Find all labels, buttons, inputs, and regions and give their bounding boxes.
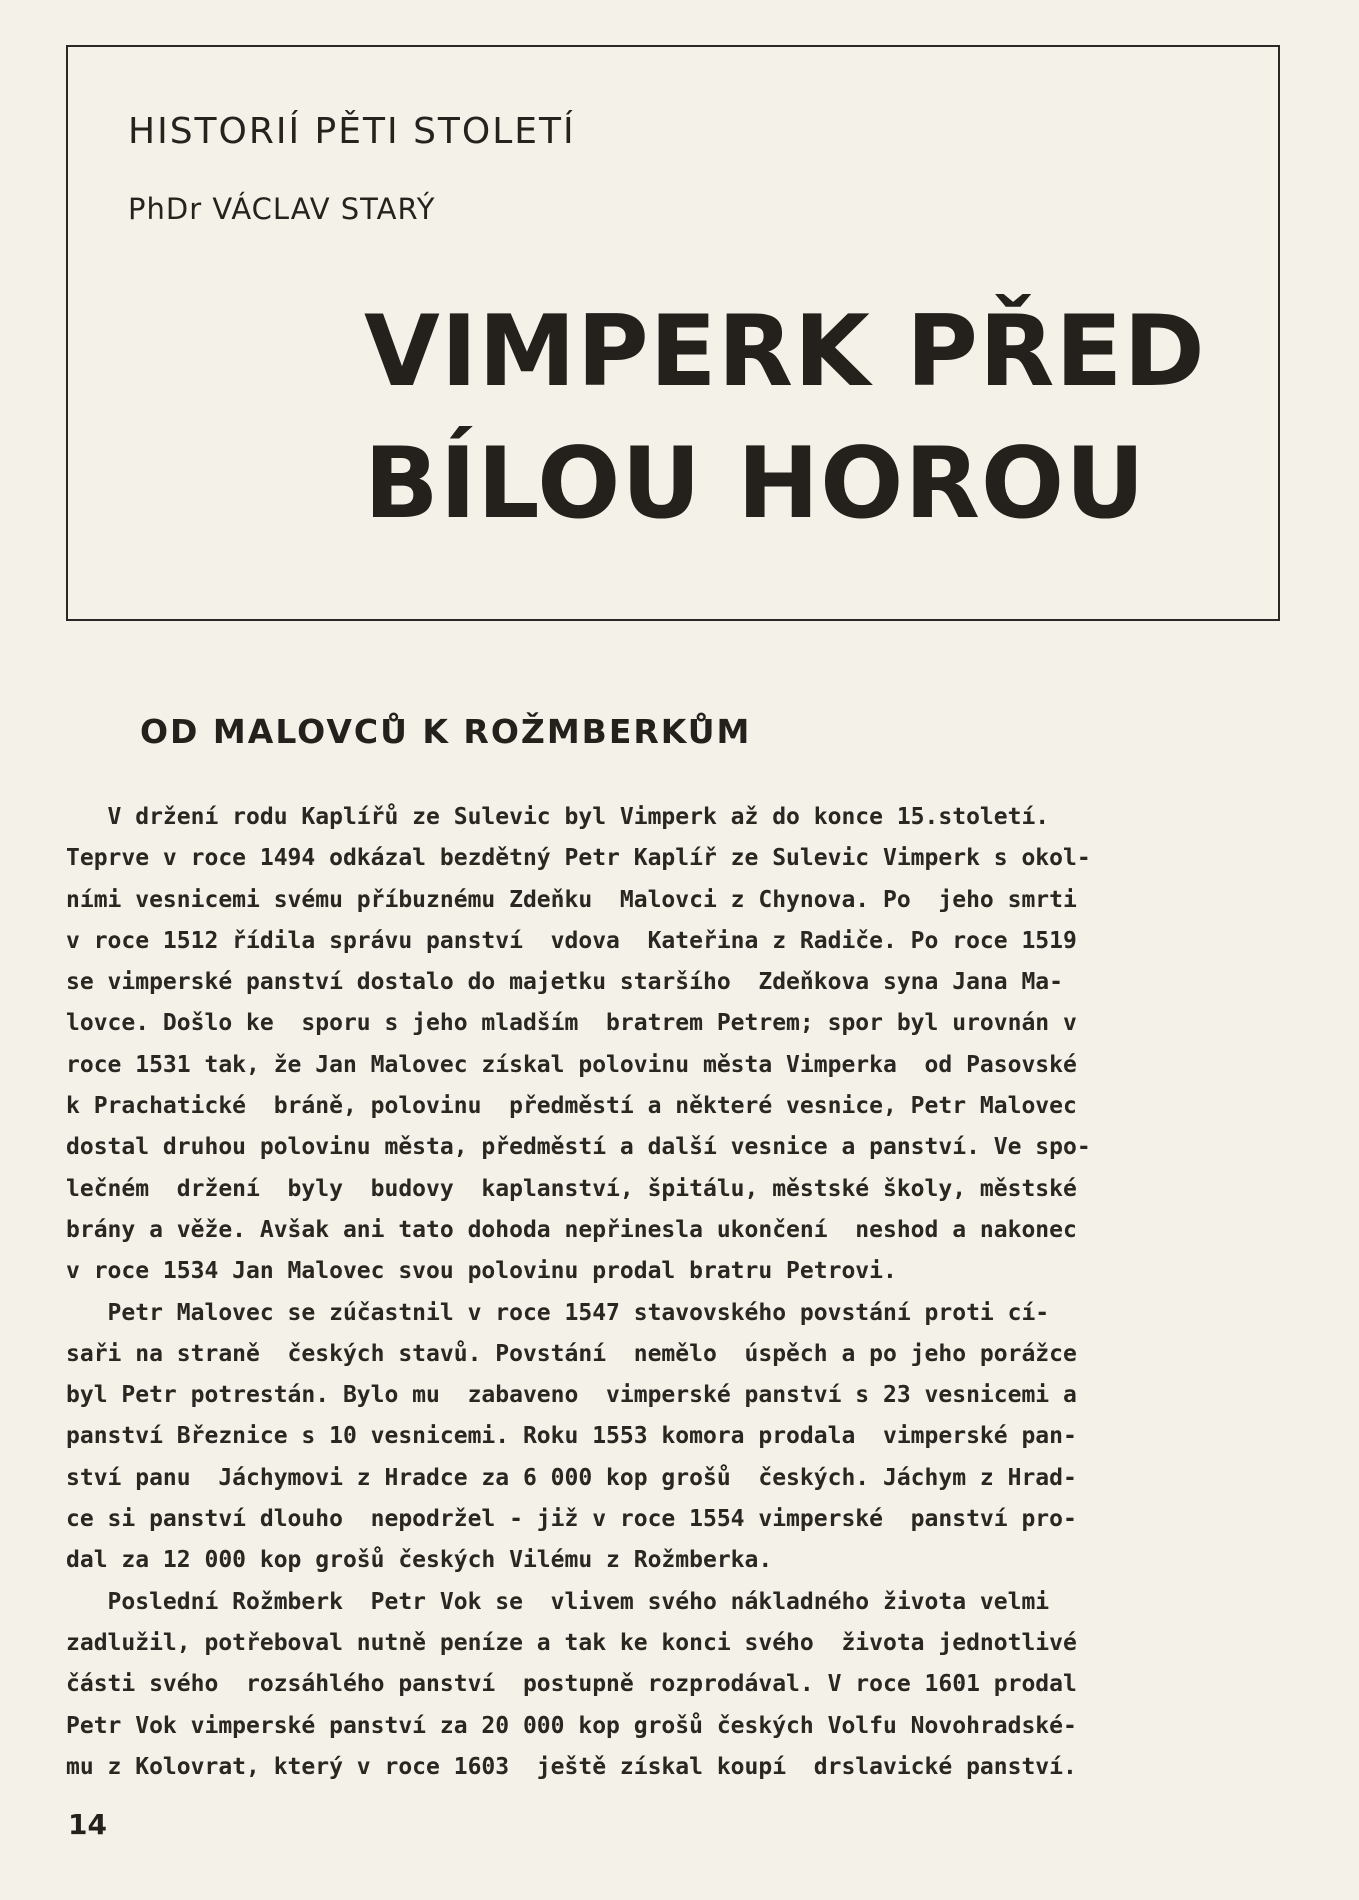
main-title — [364, 286, 1206, 550]
text-line: Petr Vok vimperské panství za 20 000 kop grošů českých Volfu Novohradské- — [66, 1712, 1077, 1739]
text-line: Teprve v roce 1494 odkázal bezdětný Petr Kaplíř ze Sulevic Vimperk s okol- — [66, 845, 1091, 872]
text-line: se vimperské panství dostalo do majetku staršího Zdeňkova syna Jana Ma- — [66, 969, 1063, 996]
text-line: v roce 1534 Jan Malovec svou polovinu prodal bratru Petrovi. — [66, 1258, 897, 1285]
series-title: HISTORIÍ PĚTI STOLETÍ — [128, 111, 576, 152]
title-box — [66, 45, 1280, 621]
text-line: panství Březnice s 10 vesnicemi. Roku 1553 komora prodala vimperské pan- — [66, 1423, 1077, 1450]
text-line: roce 1531 tak, že Jan Malovec získal polovinu města Vimperka od Pasovské — [66, 1051, 1077, 1078]
text-line: brány a věže. Avšak ani tato dohoda nepřinesla ukončení neshod a nakonec — [66, 1216, 1077, 1243]
text-line: ství panu Jáchymovi z Hradce za 6 000 kop grošů českých. Jáchym z Hrad- — [66, 1464, 1077, 1491]
author-name: PhDr VÁCLAV STARÝ — [128, 192, 436, 226]
text-line: saři na straně českých stavů. Povstání nemělo úspěch a po jeho porážce — [66, 1340, 1077, 1367]
text-line: Poslední Rožmberk Petr Vok se vlivem svého nákladného života velmi — [66, 1588, 1050, 1615]
text-line: ce si panství dlouho nepodržel - již v roce 1554 vimperské panství pro- — [66, 1506, 1077, 1533]
page-number: 14 — [68, 1808, 107, 1841]
text-line: zadlužil, potřeboval nutně peníze a tak ke konci svého života jednotlivé — [66, 1629, 1077, 1656]
text-line: ními vesnicemi svému příbuznému Zdeňku Malovci z Chynova. Po jeho smrti — [66, 886, 1077, 913]
main-title-line-1: VIMPERK PŘED — [364, 295, 1206, 409]
main-title-line-2: BÍLOU HOROU — [364, 427, 1146, 541]
text-line: lovce. Došlo ke sporu s jeho mladším bratrem Petrem; spor byl urovnán v — [66, 1010, 1077, 1037]
text-line: byl Petr potrestán. Bylo mu zabaveno vimperské panství s 23 vesnicemi a — [66, 1382, 1077, 1409]
text-line: mu z Kolovrat, který v roce 1603 ještě získal koupí drslavické panství. — [66, 1753, 1077, 1780]
section-heading: OD MALOVCŮ K ROŽMBERKŮM — [140, 712, 752, 751]
text-line: v roce 1512 řídila správu panství vdova Kateřina z Radiče. Po roce 1519 — [66, 927, 1077, 954]
text-line: Petr Malovec se zúčastnil v roce 1547 stavovského povstání proti cí- — [66, 1299, 1050, 1326]
text-line: V držení rodu Kaplířů ze Sulevic byl Vimperk až do konce 15.století. — [66, 804, 1050, 830]
text-line: dostal druhou polovinu města, předměstí a další vesnice a panství. Ve spo- — [66, 1134, 1091, 1161]
text-line: k Prachatické bráně, polovinu předměstí a některé vesnice, Petr Malovec — [66, 1093, 1077, 1120]
article-body — [66, 797, 1286, 1788]
text-line: dal za 12 000 kop grošů českých Vilému z Rožmberka. — [66, 1547, 773, 1574]
text-line: lečném držení byly budovy kaplanství, špitálu, městské školy, městské — [66, 1175, 1077, 1202]
text-line: části svého rozsáhlého panství postupně rozprodával. V roce 1601 prodal — [66, 1671, 1077, 1698]
